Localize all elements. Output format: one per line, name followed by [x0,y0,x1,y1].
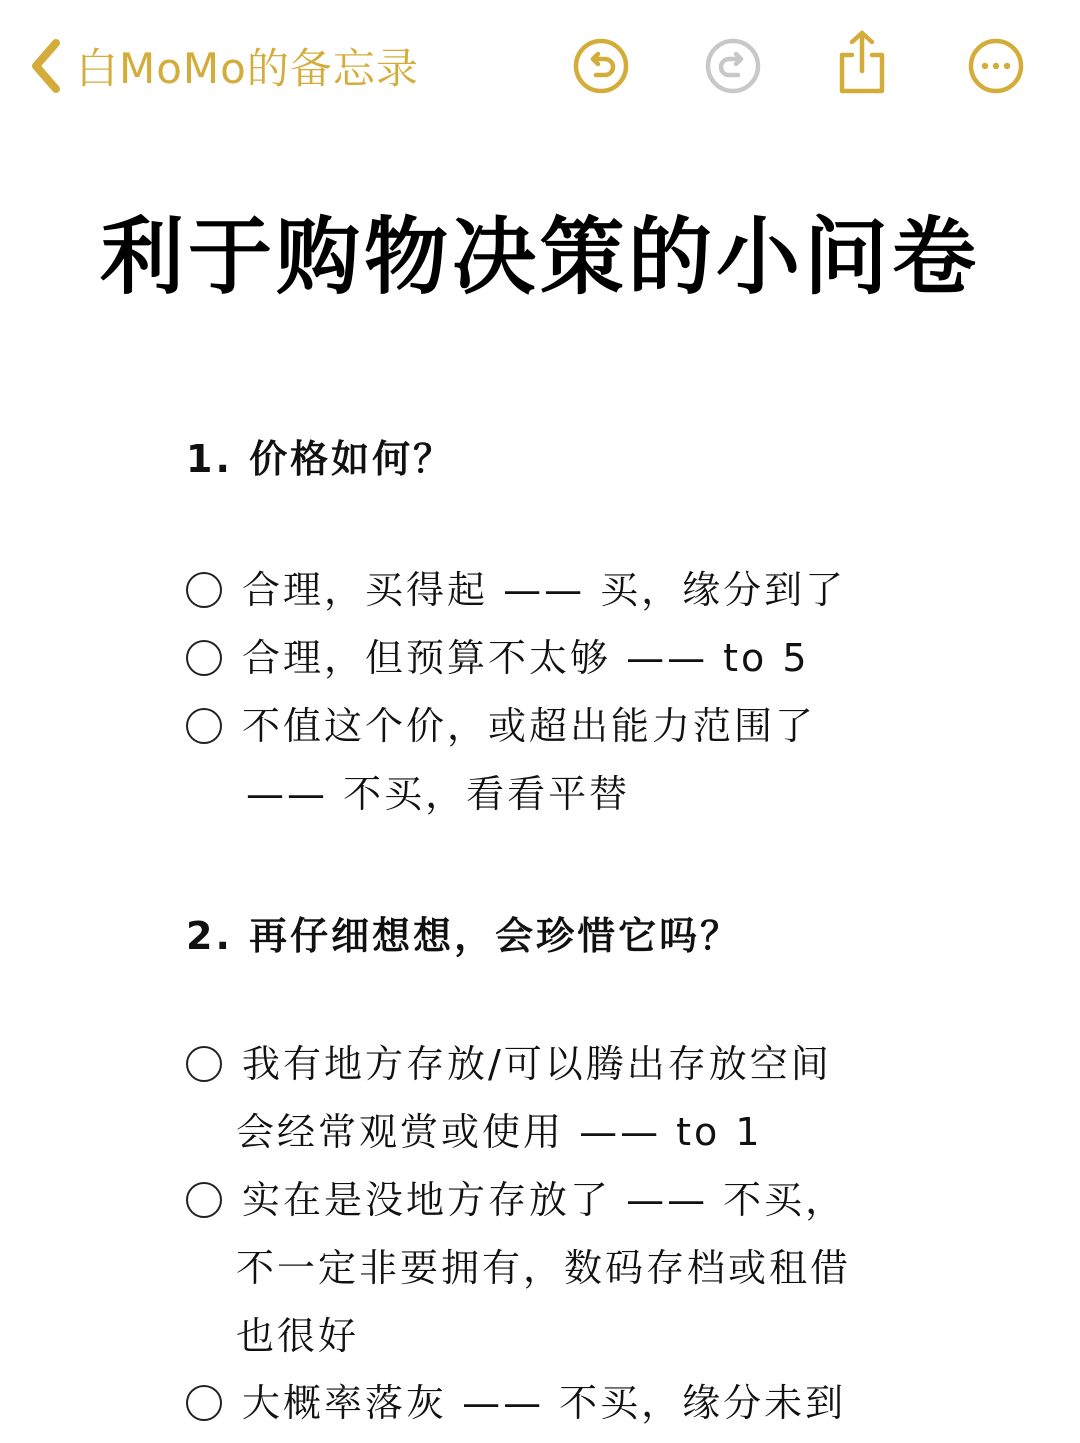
share-button[interactable] [832,28,892,98]
radio-circle-icon[interactable] [186,572,222,608]
checklist-text-continued: 也很好 [236,1314,360,1358]
radio-circle-icon[interactable] [186,708,222,744]
checklist-text-continued: 会经常观赏或使用 —— to 1 [236,1110,763,1154]
checklist-text: 我有地方存放/可以腾出存放空间 [242,1042,832,1086]
undo-button[interactable] [571,36,631,96]
radio-circle-icon[interactable] [186,640,222,676]
back-chevron-icon [28,37,62,95]
back-button[interactable] [28,36,419,96]
radio-circle-icon[interactable] [186,1182,222,1218]
navigation-bar [0,0,1080,130]
more-button[interactable] [966,36,1026,96]
share-icon [834,29,890,97]
checklist-text: 实在是没地方存放了 —— 不买， [242,1178,847,1222]
redo-icon [704,37,762,95]
radio-circle-icon[interactable] [186,1385,222,1421]
checklist-text-continued: 不一定非要拥有，数码存档或租借 [236,1246,852,1290]
radio-circle-icon[interactable] [186,1046,222,1082]
question-heading: 2. 再仔细想想，会珍惜它吗？ [186,914,742,958]
redo-button[interactable] [703,36,763,96]
checklist-text: 不值这个价，或超出能力范围了 [242,704,817,748]
more-icon [967,37,1025,95]
note-title: 利于购物决策的小问卷 [99,208,980,306]
question-heading: 1. 价格如何？ [186,437,455,481]
checklist-text: 大概率落灰 —— 不买，缘分未到 [242,1381,847,1425]
checklist-text-continued: —— 不买，看看平替 [246,772,631,816]
checklist-text: 合理，但预算不太够 —— to 5 [242,636,810,680]
undo-icon [572,37,630,95]
back-label: 白MoMo的备忘录 [76,44,419,93]
checklist-text: 合理，买得起 —— 买，缘分到了 [242,568,847,612]
